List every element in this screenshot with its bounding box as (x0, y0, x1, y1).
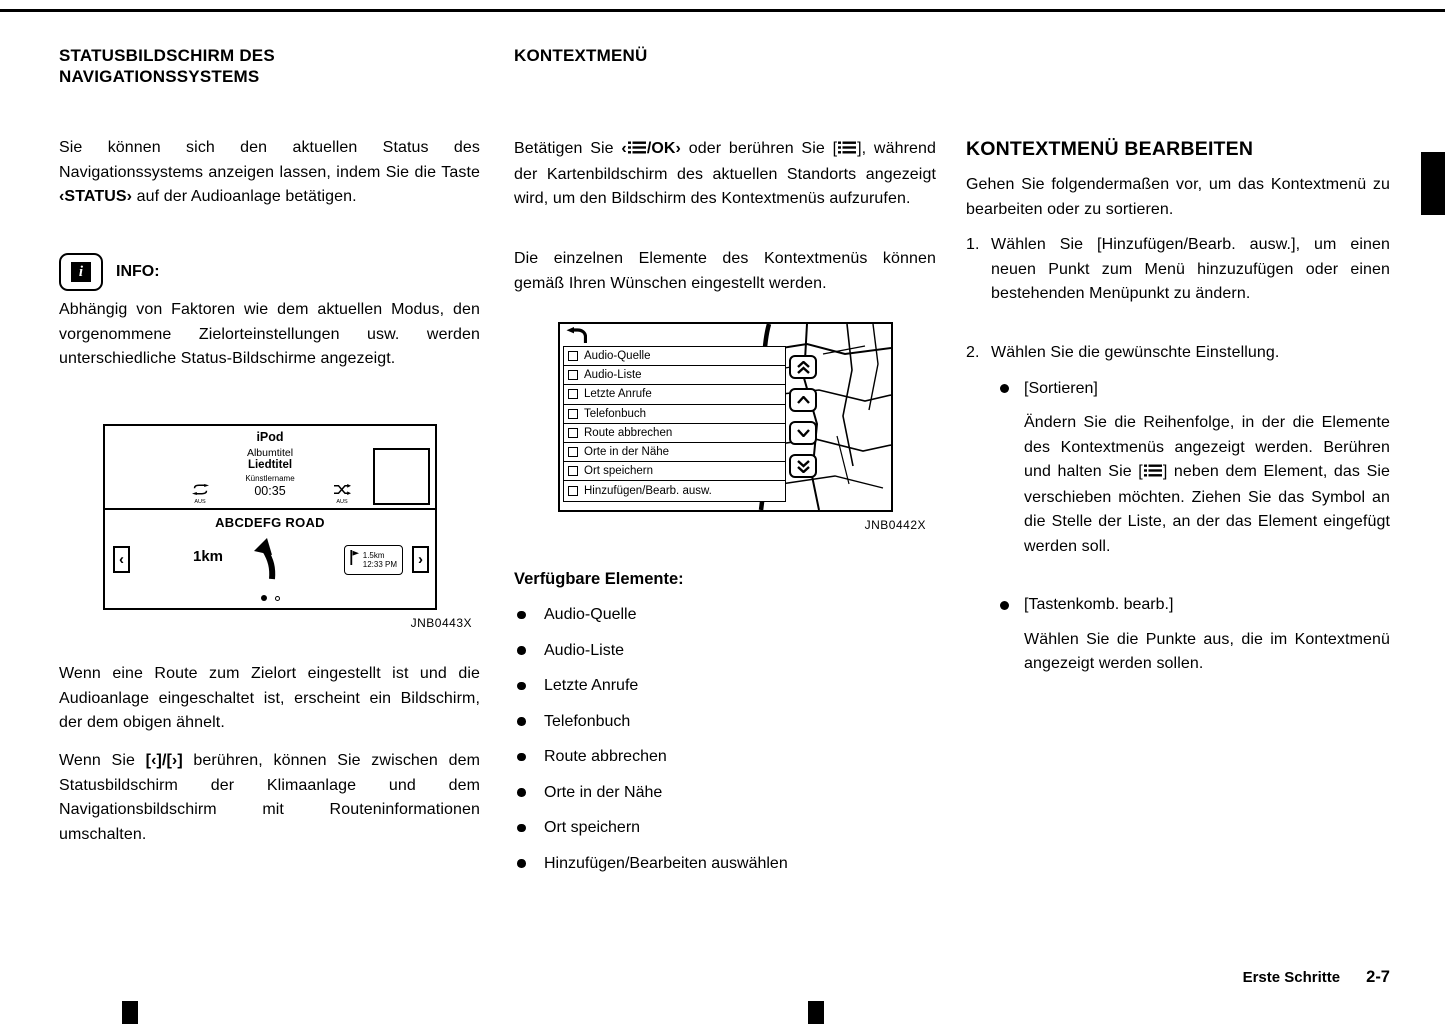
previous-screen-button: ‹ (113, 546, 130, 573)
list-item: Audio-Quelle (514, 603, 936, 628)
route-note-paragraph: Wenn eine Route zum Zielort eingestellt ist und die Audioanlage eingeschaltet ist, erscheint ein Bildschirm, der dem obigen ähnelt. (59, 665, 480, 731)
column-right (966, 137, 1390, 677)
checkbox-icon (568, 351, 578, 361)
track-title: Liedtitel (247, 459, 293, 471)
section-heading-kontextmenu: KONTEXTMENÜ (514, 46, 648, 65)
waypoint-text (363, 551, 397, 570)
switch-screens-paragraph: Wenn Sie [‹]/[›] berühren, können Sie zwischen dem Statusbildschirm der Klimaanlage und dem Navigationsbildschirm mit Routeninformationen umschalten. (59, 752, 480, 843)
scroll-button-column (789, 355, 817, 478)
checkbox-icon (568, 447, 578, 457)
info-paragraph: Abhängig von Faktoren wie dem aktuellen Modus, den vorgenommene Zielorteinstellungen usw. werden unterschiedliche Status-Bildschirme angezeigt. (59, 301, 480, 367)
checkbox-icon (568, 466, 578, 476)
footer-page-number: 2-7 (1366, 968, 1390, 986)
arrival-time: 12:33 PM (362, 560, 397, 569)
info-label: INFO: (116, 263, 160, 280)
checkbox-icon (568, 486, 578, 496)
menu-item-row: Route abbrechen (564, 424, 785, 443)
dot-filled (261, 595, 267, 601)
chapter-edge-tab (1421, 152, 1445, 215)
info-icon: i (59, 253, 103, 291)
page-indicator-dots (105, 595, 435, 601)
album-art-placeholder (373, 448, 430, 505)
available-elements-heading: Verfügbare Elemente: (514, 570, 684, 588)
page-footer (1243, 968, 1390, 987)
scroll-up-icon (789, 388, 817, 412)
scroll-down-icon (789, 421, 817, 445)
list-item: Orte in der Nähe (514, 781, 936, 806)
menu-item-row: Telefonbuch (564, 405, 785, 424)
option-sortieren-label: [Sortieren] (966, 377, 1390, 402)
footer-section-title: Erste Schritte (1242, 969, 1341, 986)
customize-paragraph: Die einzelnen Elemente des Kontextmenüs können gemäß Ihren Wünschen eingestellt werden. (514, 250, 936, 292)
list-item: Ort speichern (514, 816, 936, 841)
turn-arrow-icon (252, 538, 280, 585)
route-info-section (105, 536, 435, 584)
menu-item-row: Ort speichern (564, 462, 785, 481)
elapsed-time: 00:35 (254, 484, 286, 498)
back-icon (564, 327, 587, 348)
figure-caption: JNB0443X (410, 616, 472, 630)
next-waypoint-info (344, 545, 403, 575)
step-1: 1. Wählen Sie [Hinzufügen/Bearb. ausw.], um einen neuen Punkt zum Menü hinzuzufügen oder einen bestehenden Menüpunkt zu ändern. (966, 233, 1390, 331)
scroll-double-up-icon (789, 355, 817, 379)
list-item: Route abbrechen (514, 745, 936, 770)
tastenkomb-paragraph: Wählen Sie die Punkte aus, die im Kontextmenü angezeigt werden sollen. (1024, 630, 1390, 672)
info-callout (59, 252, 480, 292)
checkbox-icon (568, 428, 578, 438)
context-menu-figure (558, 322, 893, 512)
step-number: 2. (966, 344, 980, 361)
menu-icon (628, 138, 646, 163)
status-intro-paragraph: Sie können sich den aktuellen Status des Navigationssystems anzeigen lassen, indem Sie die Taste ‹STATUS› auf der Audioanlage betätigen. (59, 139, 480, 205)
context-menu-intro-paragraph: Betätigen Sie ‹ /OK› oder berühren Sie [ ], während der Kartenbildschirm des aktuellen Standorts angezeigt wird, um den Bildschirm des Kontextmenüs aufzurufen. (514, 140, 936, 207)
turn-distance: 1km (193, 548, 224, 565)
chevron-buttons-label: [‹]/[›] (145, 752, 183, 769)
section-heading-kontextmenu-bearbeiten: KONTEXTMENÜ BEARBEITEN (966, 138, 1254, 160)
edit-intro-paragraph: Gehen Sie folgendermaßen vor, um das Kontextmenü zu bearbeiten oder zu sortieren. (966, 176, 1390, 218)
repeat-icon (189, 483, 211, 506)
context-menu-list (563, 346, 786, 502)
heading-line: NAVIGATIONSSYSTEMS (59, 67, 260, 86)
column-middle (514, 45, 936, 876)
next-screen-button: › (412, 546, 429, 573)
shuffle-icon (331, 483, 353, 506)
column-left (59, 45, 480, 847)
list-item: Audio-Liste (514, 639, 936, 664)
checkbox-icon (568, 389, 578, 399)
sortieren-paragraph: Ändern Sie die Reihenfolge, in der die Elemente des Kontextmenüs angezeigt werden. Berühren und halten Sie [ ] neben dem Element, das Sie verschieben möchten. Ziehen Sie das Symbol an die Stelle der Liste, an der das Element eingefügt werden soll. (1024, 414, 1391, 555)
figure-caption: JNB0442X (864, 518, 926, 532)
status-key-label: ‹STATUS› (59, 188, 133, 205)
artist-name: Künstlername (245, 474, 295, 483)
album-title: Albumtitel (246, 447, 294, 459)
status-screen-figure (103, 424, 437, 610)
menu-item-row: Hinzufügen/Bearb. ausw. (564, 481, 785, 500)
drag-handle-icon (1144, 461, 1162, 486)
repeat-state-label: AUS (194, 499, 206, 505)
menu-item-row: Letzte Anrufe (564, 385, 785, 404)
flag-icon (350, 550, 359, 570)
ok-key-label: /OK› (646, 140, 681, 157)
checkbox-icon (568, 409, 578, 419)
audio-status-section (105, 426, 435, 510)
top-rule (0, 9, 1445, 12)
menu-item-row: Orte in der Nähe (564, 443, 785, 462)
menu-item-row: Audio-Quelle (564, 347, 785, 366)
audio-source-label: iPod (256, 430, 284, 444)
registration-mark (808, 1001, 824, 1024)
step-number: 1. (966, 236, 980, 253)
menu-icon (838, 138, 856, 163)
option-tastenkomb-label: [Tastenkomb. bearb.] (966, 593, 1390, 618)
shuffle-state-label: AUS (336, 499, 348, 505)
heading-line: STATUSBILDSCHIRM DES (59, 46, 275, 65)
current-road-label: ABCDEFG ROAD (215, 515, 325, 530)
menu-item-row: Audio-Liste (564, 366, 785, 385)
scroll-double-down-icon (789, 454, 817, 478)
step-2: 2. Wählen Sie die gewünschte Einstellung. (966, 341, 1390, 366)
list-item: Letzte Anrufe (514, 674, 936, 699)
dot-open (275, 596, 280, 601)
list-item: Hinzufügen/Bearbeiten auswählen (514, 852, 936, 877)
section-heading-statusbildschirm (59, 45, 480, 87)
waypoint-distance: 1.5km (362, 550, 385, 560)
checkbox-icon (568, 370, 578, 380)
registration-mark (122, 1001, 138, 1024)
list-item: Telefonbuch (514, 710, 936, 735)
